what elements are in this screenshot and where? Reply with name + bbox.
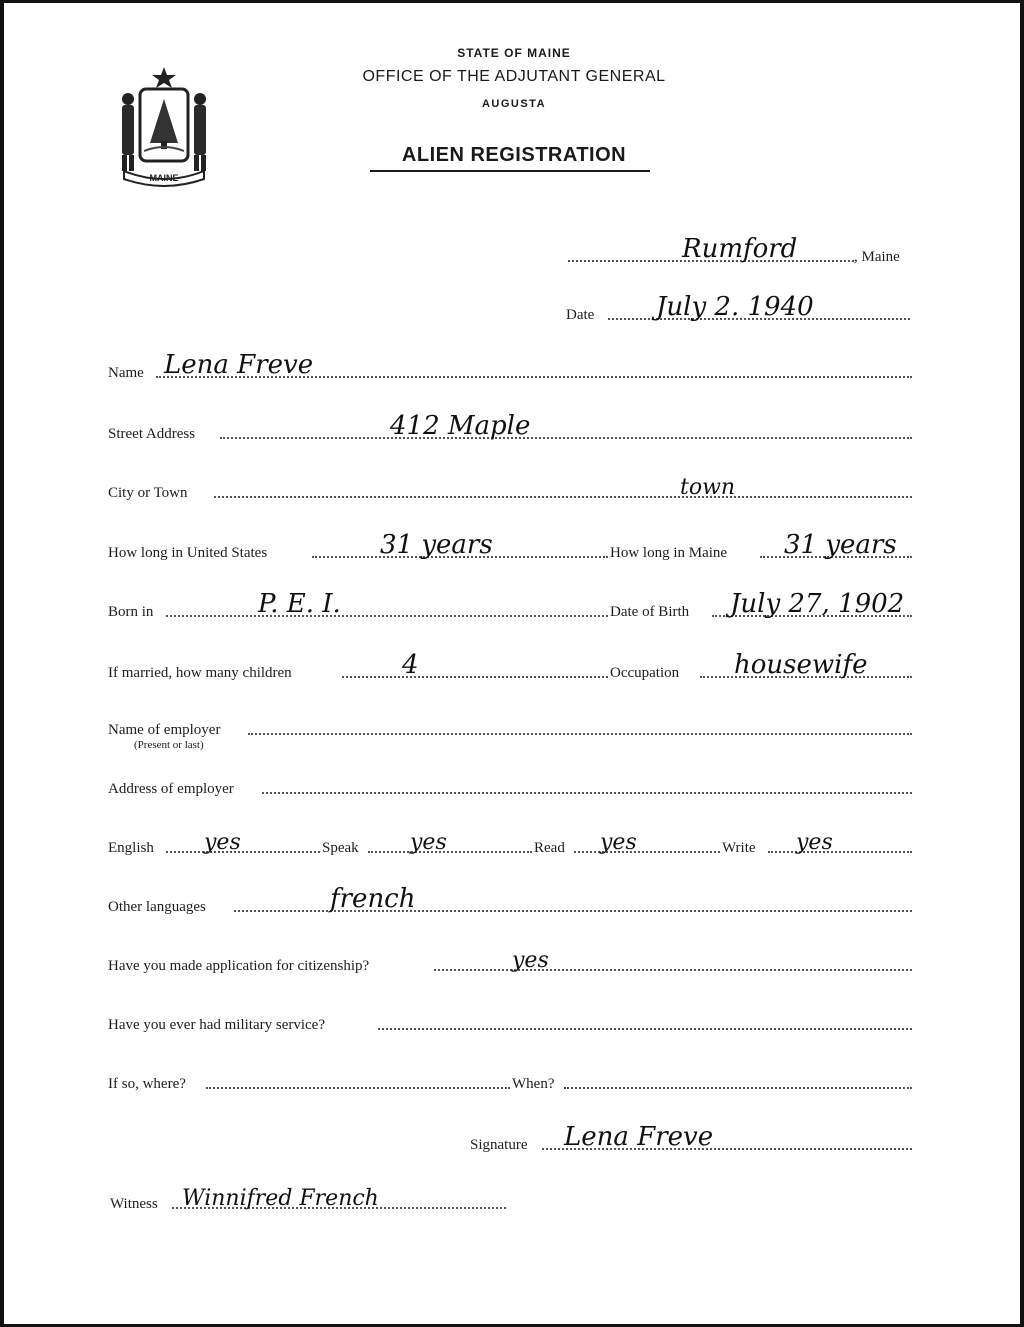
signature-row bbox=[470, 1122, 914, 1156]
read-label: Read bbox=[534, 840, 565, 856]
office-heading: OFFICE OF THE ADJUTANT GENERAL bbox=[362, 68, 666, 85]
speak-entry: yes bbox=[410, 830, 447, 855]
read-line bbox=[574, 851, 720, 853]
witness-row bbox=[110, 1186, 510, 1215]
write-label: Write bbox=[722, 840, 756, 856]
english-line bbox=[166, 851, 320, 853]
born-label: Born in bbox=[108, 604, 154, 620]
city-row bbox=[108, 475, 914, 504]
form-title: ALIEN REGISTRATION bbox=[401, 144, 627, 166]
signature-entry: Lena Freve bbox=[564, 1122, 714, 1152]
witness-label: Witness bbox=[110, 1196, 158, 1212]
city-label: City or Town bbox=[108, 485, 188, 501]
occupation-label: Occupation bbox=[610, 665, 680, 681]
place-entry: Rumford bbox=[682, 234, 798, 264]
write-entry: yes bbox=[796, 830, 833, 855]
employer-label: Name of employer bbox=[108, 722, 221, 738]
us-entry: 31 years bbox=[380, 530, 493, 560]
date-entry: July 2. 1940 bbox=[656, 292, 814, 322]
place-row bbox=[564, 234, 914, 268]
children-label: If married, how many children bbox=[108, 665, 292, 681]
children-entry: 4 bbox=[402, 650, 419, 680]
street-row bbox=[108, 411, 914, 445]
speak-line bbox=[368, 851, 532, 853]
read-entry: yes bbox=[600, 830, 637, 855]
street-line bbox=[220, 437, 912, 439]
us-label: How long in United States bbox=[108, 545, 268, 561]
employer-address-line bbox=[262, 792, 912, 794]
maine-entry: 31 years bbox=[784, 530, 897, 560]
dob-entry: July 27, 1902 bbox=[730, 589, 905, 619]
citizenship-label: Have you made application for citizenship? bbox=[108, 958, 370, 974]
city-entry: town bbox=[680, 475, 736, 500]
name-label: Name bbox=[108, 365, 144, 381]
occupation-entry: housewife bbox=[734, 650, 868, 680]
where-label: If so, where? bbox=[108, 1076, 186, 1092]
children-line bbox=[342, 676, 608, 678]
employer-address-row bbox=[108, 774, 914, 800]
born-entry: P. E. I. bbox=[258, 589, 341, 619]
residence-row bbox=[108, 530, 914, 564]
family-row bbox=[108, 650, 914, 684]
birth-row bbox=[108, 589, 914, 623]
street-entry: 412 Maple bbox=[390, 411, 531, 441]
military-row bbox=[108, 1010, 914, 1036]
english-entry: yes bbox=[204, 830, 241, 855]
employer-address-label: Address of employer bbox=[108, 781, 234, 797]
citizenship-entry: yes bbox=[512, 948, 549, 973]
employer-line bbox=[248, 733, 912, 735]
city-heading: AUGUSTA bbox=[481, 98, 547, 110]
write-line bbox=[768, 851, 912, 853]
seal-text: MAINE bbox=[149, 173, 179, 183]
date-row bbox=[564, 292, 914, 326]
citizenship-line bbox=[434, 969, 912, 971]
name-entry: Lena Freve bbox=[164, 350, 314, 380]
military-label: Have you ever had military service? bbox=[108, 1017, 325, 1033]
witness-entry: Winnifred French bbox=[182, 1186, 379, 1211]
name-row bbox=[108, 350, 914, 384]
born-line bbox=[166, 615, 608, 617]
service-row bbox=[108, 1069, 914, 1095]
english-label: English bbox=[108, 840, 154, 856]
registration-form bbox=[4, 3, 1020, 1324]
city-line bbox=[214, 496, 912, 498]
employer-row bbox=[108, 715, 914, 741]
maine-label: How long in Maine bbox=[610, 545, 728, 561]
other-languages-row bbox=[108, 884, 914, 918]
date-label: Date bbox=[566, 307, 595, 323]
dob-label: Date of Birth bbox=[610, 604, 690, 620]
state-heading: STATE OF MAINE bbox=[457, 46, 571, 60]
title-underline bbox=[370, 170, 650, 172]
language-ability-row bbox=[108, 830, 914, 859]
where-line bbox=[206, 1087, 510, 1089]
other-languages-entry: french bbox=[330, 884, 416, 914]
speak-label: Speak bbox=[322, 840, 359, 856]
maine-state-seal-icon bbox=[110, 63, 218, 187]
employer-sublabel: (Present or last) bbox=[134, 739, 204, 751]
when-line bbox=[564, 1087, 912, 1089]
when-label: When? bbox=[512, 1076, 555, 1092]
other-languages-label: Other languages bbox=[108, 899, 206, 915]
signature-label: Signature bbox=[470, 1137, 528, 1153]
citizenship-row bbox=[108, 948, 914, 977]
place-suffix: , Maine bbox=[854, 249, 900, 265]
street-label: Street Address bbox=[108, 426, 196, 442]
military-line bbox=[378, 1028, 912, 1030]
